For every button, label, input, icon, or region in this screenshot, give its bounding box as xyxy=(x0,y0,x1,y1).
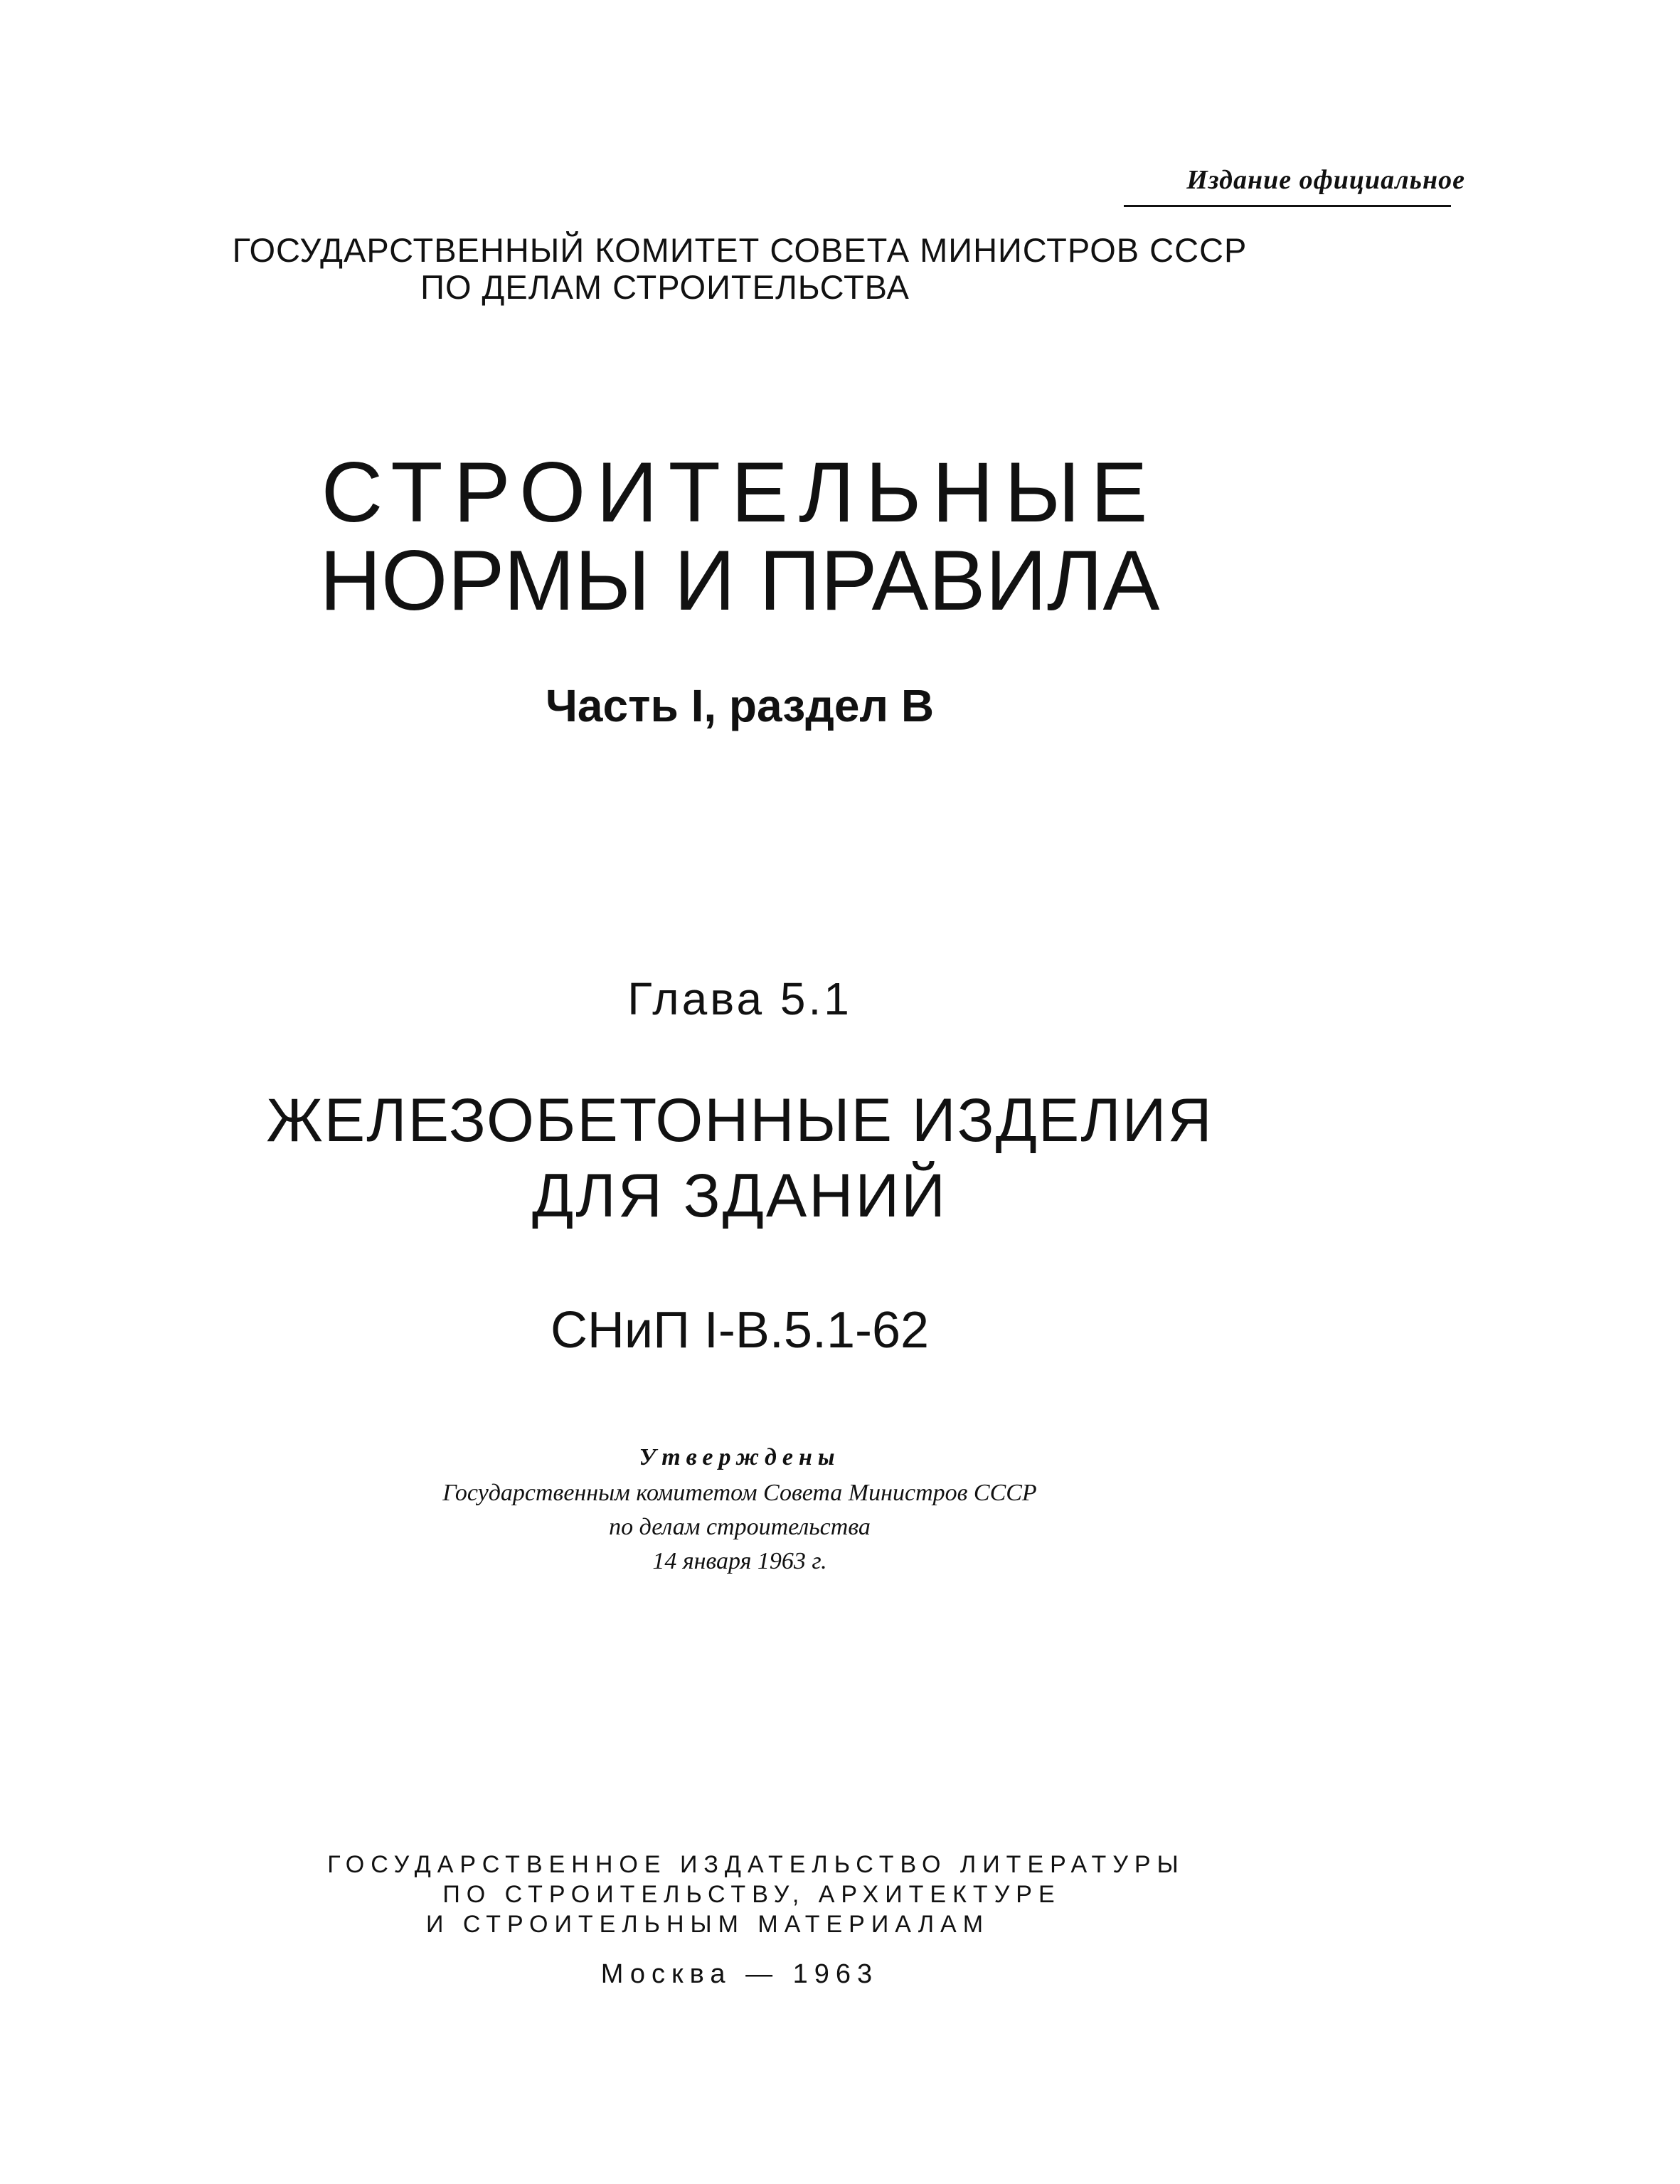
approval-authority: Государственным комитетом Совета Министров СССР xyxy=(442,1480,1037,1506)
document-title-line-2: НОРМЫ И ПРАВИЛА xyxy=(319,533,1160,628)
approval-date: 14 января 1963 г. xyxy=(652,1548,827,1574)
committee-line-1: ГОСУДАРСТВЕННЫЙ КОМИТЕТ СОВЕТА МИНИСТРОВ СССР xyxy=(232,231,1248,269)
chapter-title-line-2: ДЛЯ ЗДАНИЙ xyxy=(532,1162,947,1230)
document-title-line-1: СТРОИТЕЛЬНЫЕ xyxy=(321,445,1159,540)
publisher-line-2: ПО СТРОИТЕЛЬСТВУ, АРХИТЕКТУРЕ xyxy=(442,1881,1061,1908)
committee-line-2: ПО ДЕЛАМ СТРОИТЕЛЬСТВА xyxy=(420,268,910,306)
edition-note: Издание официальное xyxy=(1186,165,1465,195)
standard-code: СНиП I-В.5.1-62 xyxy=(550,1302,930,1359)
imprint-city-year: Москва — 1963 xyxy=(600,1959,879,1989)
chapter-title-line-1: ЖЕЛЕЗОБЕТОННЫЕ ИЗДЕЛИЯ xyxy=(266,1086,1213,1155)
publisher-line-1: ГОСУДАРСТВЕННОЕ ИЗДАТЕЛЬСТВО ЛИТЕРАТУРЫ xyxy=(327,1851,1185,1878)
part-section: Часть I, раздел В xyxy=(545,680,935,731)
publisher-line-3: И СТРОИТЕЛЬНЫМ МАТЕРИАЛАМ xyxy=(425,1911,990,1938)
approval-heading: Утверждены xyxy=(639,1444,841,1470)
edition-underline xyxy=(1124,205,1451,207)
chapter-heading: Глава 5.1 xyxy=(627,973,852,1024)
approval-authority-cont: по делам строительства xyxy=(609,1514,871,1540)
